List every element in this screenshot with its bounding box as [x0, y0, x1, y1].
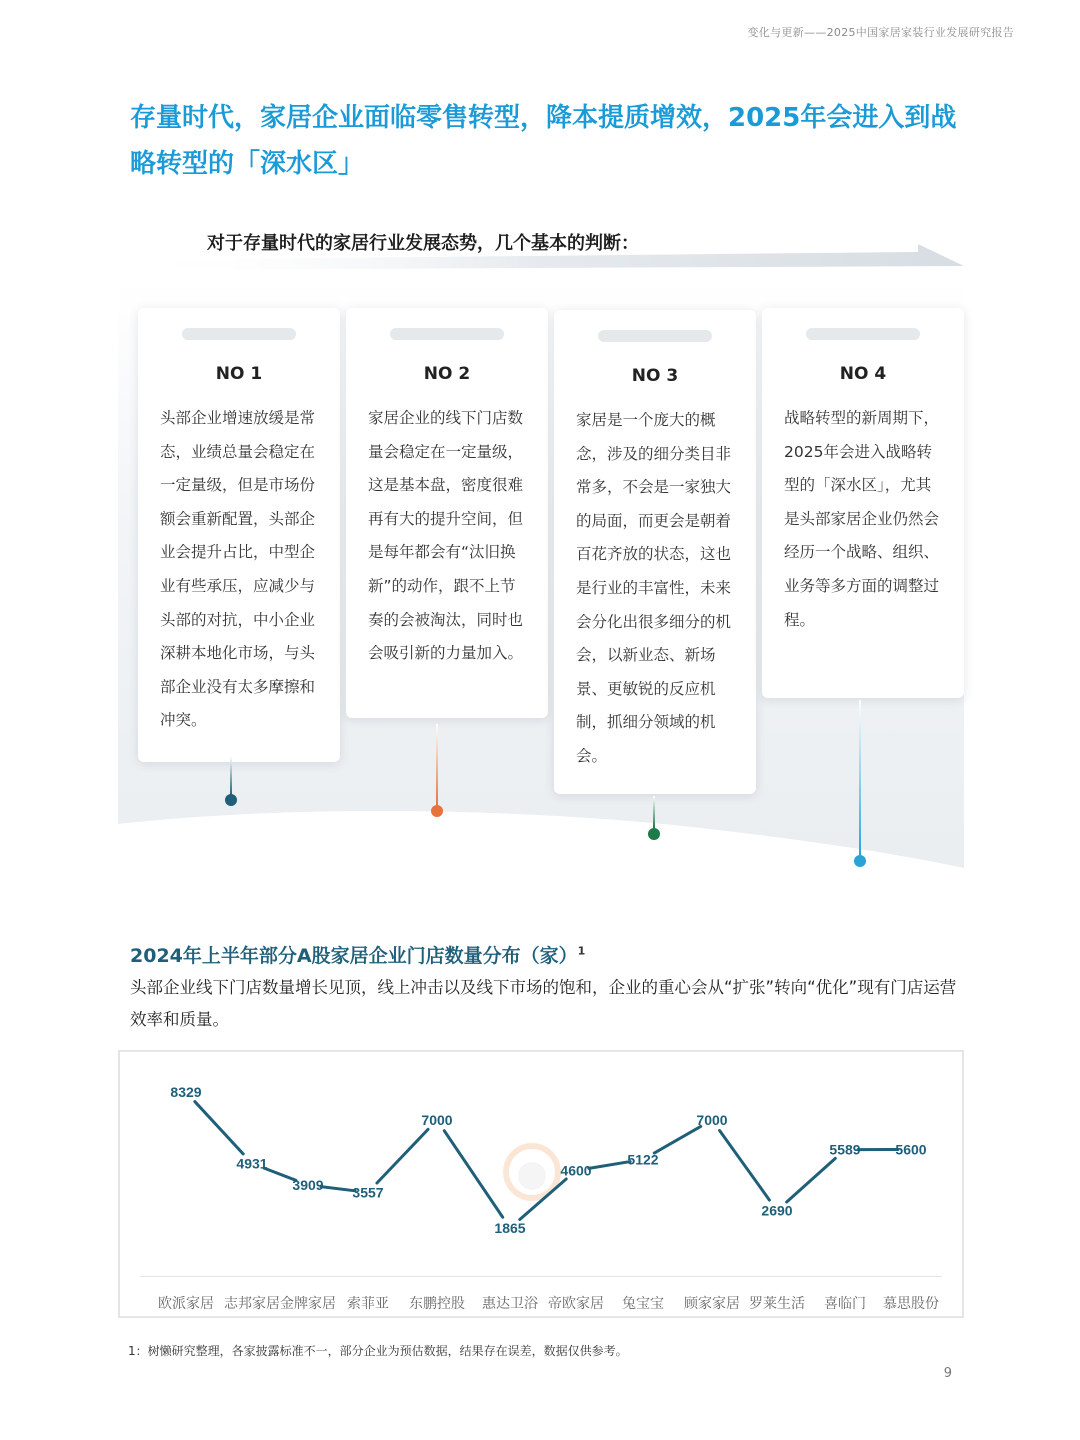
card-title: NO 1	[215, 364, 263, 384]
data-label: 7000	[421, 1111, 453, 1128]
card-1-stem	[230, 756, 232, 796]
judgement-card-4	[762, 308, 964, 698]
category-label: 兔宝宝	[622, 1296, 664, 1312]
series-line-segment	[444, 1131, 502, 1217]
footnote-reference[interactable]: 1	[577, 944, 586, 958]
judgement-card-2	[346, 308, 548, 718]
card-3-stem	[653, 796, 655, 828]
series-line-segment	[720, 1131, 770, 1201]
panel-hill-decoration	[118, 808, 964, 908]
data-label: 5600	[895, 1141, 927, 1158]
judgement-card-1	[138, 308, 340, 762]
card-4-stem	[859, 700, 861, 856]
subtitle: 对于存量时代的家居行业发展态势，几个基本的判断：	[207, 233, 639, 254]
category-label: 东鹏控股	[409, 1296, 465, 1312]
card-4-dot	[854, 855, 866, 867]
card-tab	[182, 328, 296, 340]
category-label: 帝欧家居	[548, 1296, 604, 1312]
data-label: 4931	[236, 1155, 268, 1172]
series-line-segment	[195, 1102, 243, 1154]
series-line-segment	[787, 1158, 836, 1202]
card-tab	[598, 330, 712, 342]
card-title: NO 4	[839, 364, 887, 384]
card-body: 头部企业增速放缓是常态，业绩总量会稳定在一定量级，但是市场份额会重新配置，头部企业会提升占比，中型企业有些承压，应减少与头部的对抗，中小企业深耕本地化市场，与头部企业没有太多摩擦和冲突。	[160, 409, 316, 730]
card-1-dot	[225, 794, 237, 806]
watermark-sloth-icon	[506, 1146, 558, 1198]
store-count-chart	[118, 1050, 964, 1318]
card-body: 家居企业的线下门店数量会稳定在一定量级，这是基本盘，密度很难再有大的提升空间，但是每年都会有“汰旧换新”的动作，跟不上节奏的会被淘汰，同时也会吸引新的力量加入。	[368, 409, 524, 663]
data-label: 4600	[560, 1162, 592, 1179]
category-label: 慕思股份	[883, 1296, 939, 1312]
series-line-segment	[589, 1162, 630, 1169]
judgement-card-3	[554, 310, 756, 794]
card-title: NO 3	[631, 366, 679, 386]
card-title: NO 2	[423, 364, 471, 384]
page-number: 9	[943, 1366, 952, 1381]
category-label: 金牌家居	[280, 1296, 336, 1312]
chart-section-title-text: 2024年上半年部分A股家居企业门店数量分布（家）	[130, 945, 578, 967]
card-2-dot	[431, 805, 443, 817]
category-label: 喜临门	[824, 1296, 866, 1312]
card-3-dot	[648, 828, 660, 840]
data-label: 3557	[352, 1184, 384, 1201]
footnote: 1：树懒研究整理，各家披露标准不一，部分企业为预估数据，结果存在误差，数据仅供参考。	[128, 1344, 628, 1358]
category-label: 罗莱生活	[749, 1296, 805, 1312]
card-body: 战略转型的新周期下，2025年会进入战略转型的「深水区」，尤其是头部家居企业仍然会经历一个战略、组织、业务等多方面的调整过程。	[784, 409, 940, 629]
category-label: 志邦家居	[224, 1296, 280, 1312]
data-label: 5122	[627, 1151, 659, 1168]
data-label: 7000	[696, 1111, 728, 1128]
card-tab	[390, 328, 504, 340]
card-tab	[806, 328, 920, 340]
category-label: 索菲亚	[347, 1296, 389, 1312]
chart-section-description: 头部企业线下门店数量增长见顶，线上冲击以及线下市场的饱和，企业的重心会从“扩张”转向“优化”现有门店运营效率和质量。	[130, 978, 957, 1029]
data-label: 2690	[761, 1202, 793, 1219]
category-label: 欧派家居	[158, 1296, 214, 1312]
series-line-segment	[321, 1187, 355, 1191]
card-2-stem	[436, 724, 438, 806]
series-line-segment	[264, 1168, 296, 1180]
category-label: 惠达卫浴	[482, 1296, 538, 1312]
data-label: 8329	[170, 1084, 202, 1100]
page-title: 存量时代，家居企业面临零售转型，降本提质增效，2025年会进入到战略转型的「深水区」	[130, 103, 957, 179]
card-body: 家居是一个庞大的概念，涉及的细分类目非常多，不会是一家独大的局面，而更会是朝着百花齐放的状态，这也是行业的丰富性，未来会分化出很多细分的机会，以新业态、新场景、更敏锐的反应机制，抓细分领域的机会。	[576, 411, 732, 765]
chart-section-title	[130, 941, 585, 968]
category-label: 顾家家居	[684, 1296, 740, 1312]
series-line-segment	[377, 1129, 428, 1183]
data-label: 5589	[829, 1141, 861, 1158]
series-line-segment	[654, 1126, 700, 1153]
report-header: 变化与更新——2025中国家居家装行业发展研究报告	[747, 26, 1014, 39]
data-label: 3909	[292, 1176, 324, 1193]
data-label: 1865	[494, 1220, 526, 1236]
chart-axis-line	[140, 1276, 942, 1277]
